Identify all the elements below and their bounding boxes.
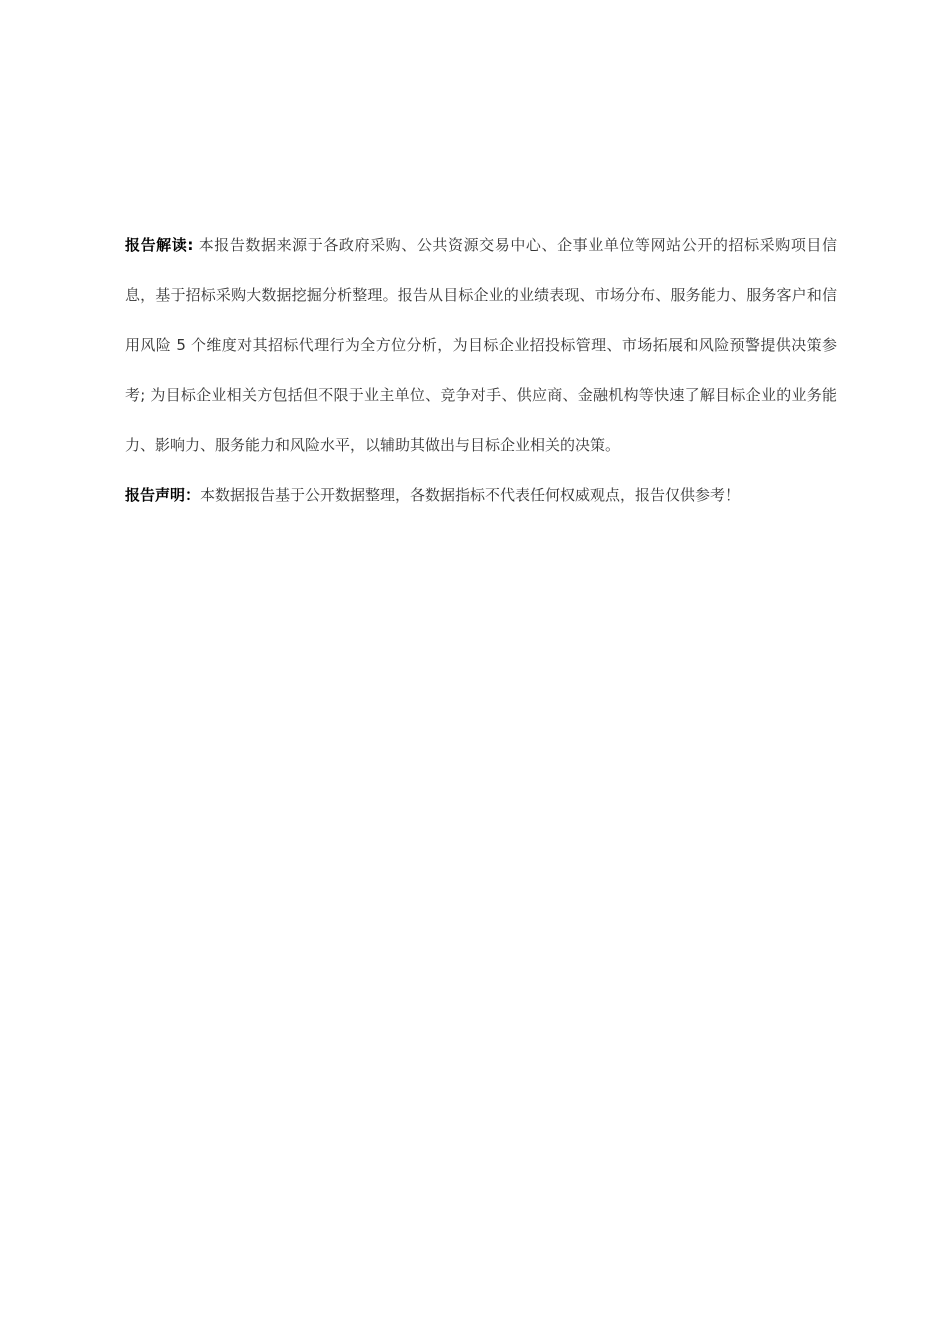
report-interpretation-text: 本报告数据来源于各政府采购、公共资源交易中心、企事业单位等网站公开的招标采购项目信息，基于招标采购大数据挖掘分析整理。报告从目标企业的业绩表现、市场分布、服务能力、服务客户和信用风险 5 个维度对其招标代理行为全方位分析，为目标企业招投标管理、市场拓展和风险预警提供决策参考; 为目标企业相关方包括但不限于业主单位、竞争对手、供应商、金融机构等快速了解目标企业的业务能力、影响力、服务能力和风险水平，以辅助其做出与目标企业相关的决策。 — [125, 236, 837, 454]
report-disclaimer-paragraph — [125, 470, 837, 520]
report-disclaimer-label: 报告声明： — [125, 486, 201, 504]
report-disclaimer-text: 本数据报告基于公开数据整理，各数据指标不代表任何权威观点，报告仅供参考！ — [200, 486, 741, 504]
report-interpretation-label: 报告解读: — [125, 236, 194, 254]
report-interpretation-paragraph — [125, 220, 837, 470]
report-notes — [125, 220, 837, 520]
